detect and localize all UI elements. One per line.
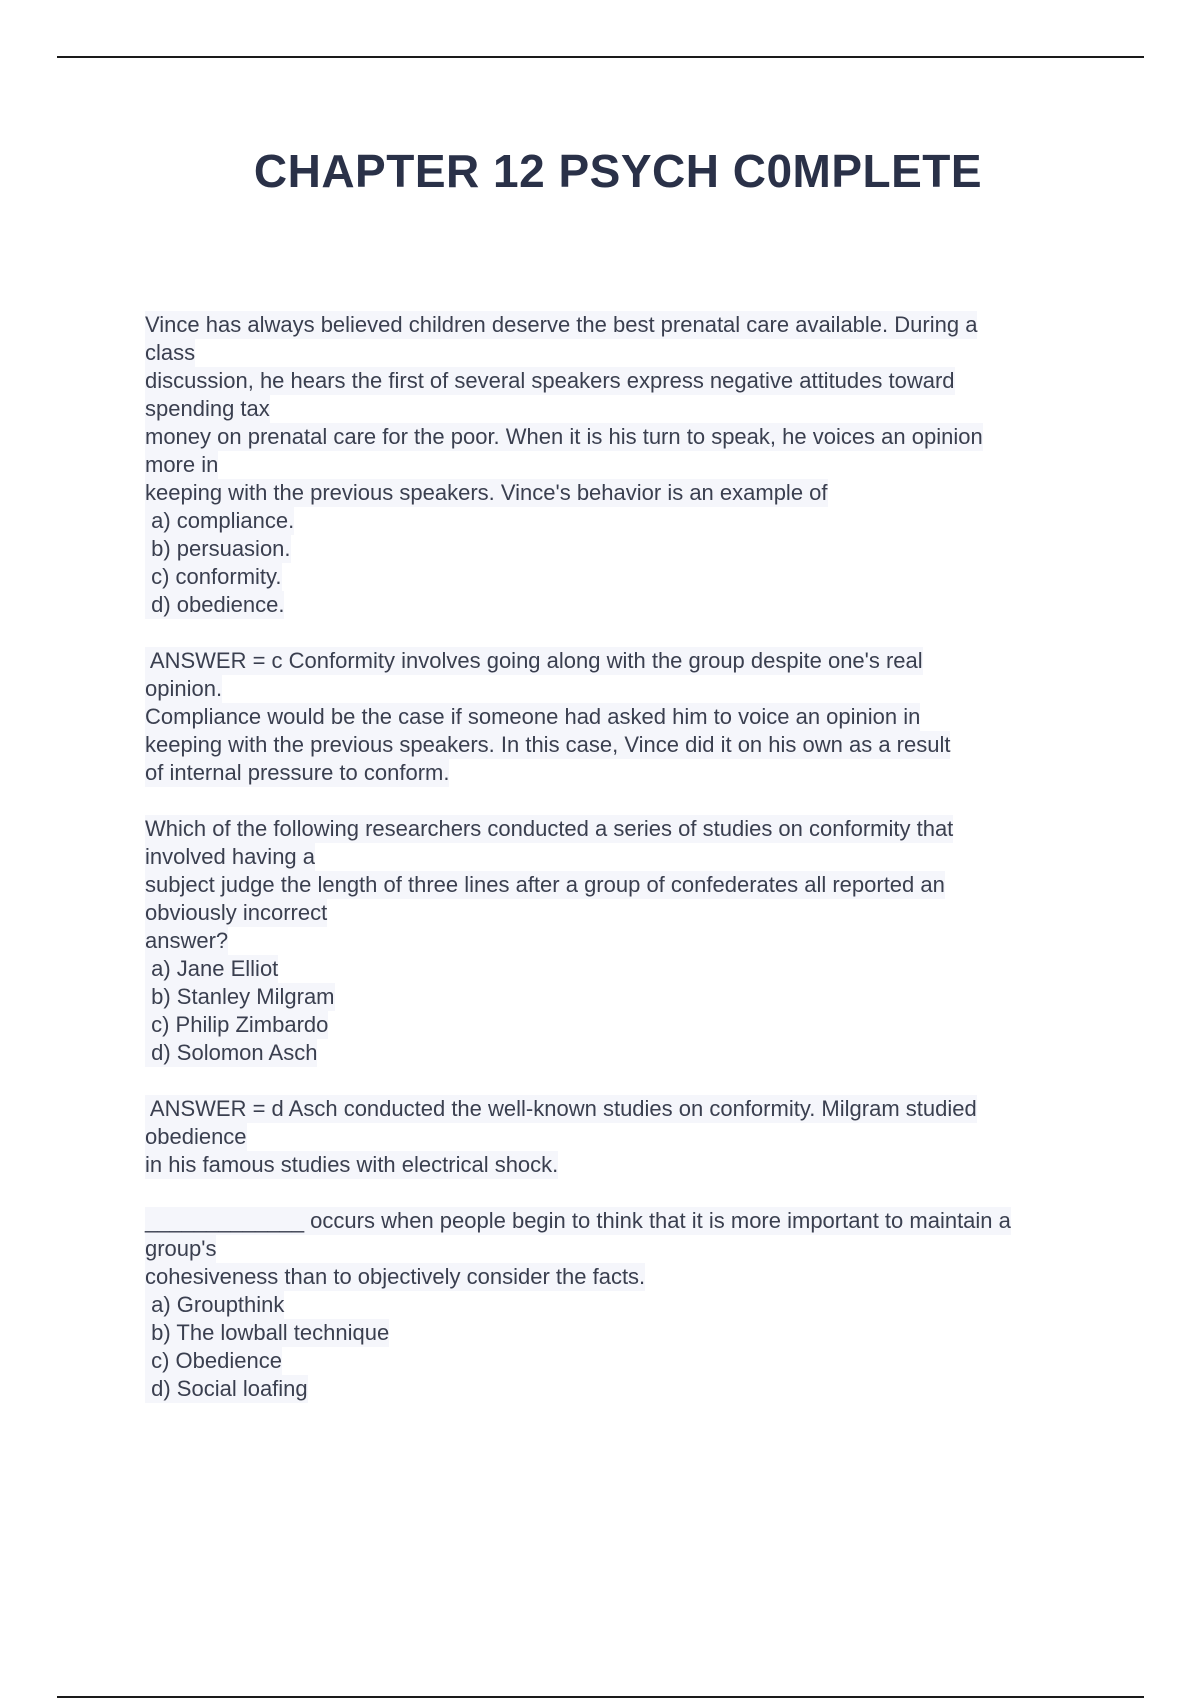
text-line: discussion, he hears the first of several speakers express negative attitudes toward xyxy=(145,368,955,393)
question-1 xyxy=(145,311,1095,619)
answer-option: b) Stanley Milgram xyxy=(145,984,335,1009)
text-line: obviously incorrect xyxy=(145,900,328,925)
answer-option: b) The lowball technique xyxy=(145,1320,390,1345)
text-line: involved having a xyxy=(145,844,316,869)
text-line: ANSWER = d Asch conducted the well-known studies on conformity. Milgram studied xyxy=(145,1096,977,1121)
answer-option: a) compliance. xyxy=(145,508,295,533)
spacer xyxy=(145,619,1095,647)
question-2 xyxy=(145,815,1095,1067)
answer-option: a) Jane Elliot xyxy=(145,956,279,981)
text-line: in his famous studies with electrical shock. xyxy=(145,1152,559,1177)
text-line: keeping with the previous speakers. Vince's behavior is an example of xyxy=(145,480,828,505)
text-line: group's xyxy=(145,1236,217,1261)
text-line: Compliance would be the case if someone had asked him to voice an opinion in xyxy=(145,704,921,729)
text-line: Vince has always believed children deserve the best prenatal care available. During a xyxy=(145,312,978,337)
spacer xyxy=(145,1067,1095,1095)
text-line: money on prenatal care for the poor. When it is his turn to speak, he voices an opinion xyxy=(145,424,983,449)
answer-option: a) Groupthink xyxy=(145,1292,285,1317)
text-line: subject judge the length of three lines after a group of confederates all reported an xyxy=(145,872,945,897)
text-line: more in xyxy=(145,452,219,477)
question-3 xyxy=(145,1207,1095,1403)
text-line: ANSWER = c Conformity involves going along with the group despite one's real xyxy=(145,648,923,673)
text-line: opinion. xyxy=(145,676,223,701)
text-line: spending tax xyxy=(145,396,270,421)
answer-option: c) Philip Zimbardo xyxy=(145,1012,329,1037)
answer-option: d) Solomon Asch xyxy=(145,1040,318,1065)
bottom-rule xyxy=(57,1696,1144,1698)
text-line: cohesiveness than to objectively consider the facts. xyxy=(145,1264,646,1289)
answer-option: c) conformity. xyxy=(145,564,282,589)
answer-option: d) obedience. xyxy=(145,592,285,617)
spacer xyxy=(145,787,1095,815)
answer-option: c) Obedience xyxy=(145,1348,282,1373)
answer-option: d) Social loafing xyxy=(145,1376,308,1401)
text-line: answer? xyxy=(145,928,229,953)
answer-option: b) persuasion. xyxy=(145,536,291,561)
top-rule xyxy=(57,56,1144,58)
answer-1 xyxy=(145,647,1095,787)
answer-2 xyxy=(145,1095,1095,1179)
text-line: keeping with the previous speakers. In this case, Vince did it on his own as a result xyxy=(145,732,951,757)
document-title: CHAPTER 12 PSYCH C0MPLETE xyxy=(253,145,983,197)
text-line: class xyxy=(145,340,196,365)
text-line: of internal pressure to conform. xyxy=(145,760,450,785)
text-line: _____________ occurs when people begin to think that it is more important to maintain a xyxy=(145,1208,1011,1233)
spacer xyxy=(145,1179,1095,1207)
text-line: obedience xyxy=(145,1124,247,1149)
text-line: Which of the following researchers conducted a series of studies on conformity that xyxy=(145,816,954,841)
document-body xyxy=(145,311,1095,1403)
